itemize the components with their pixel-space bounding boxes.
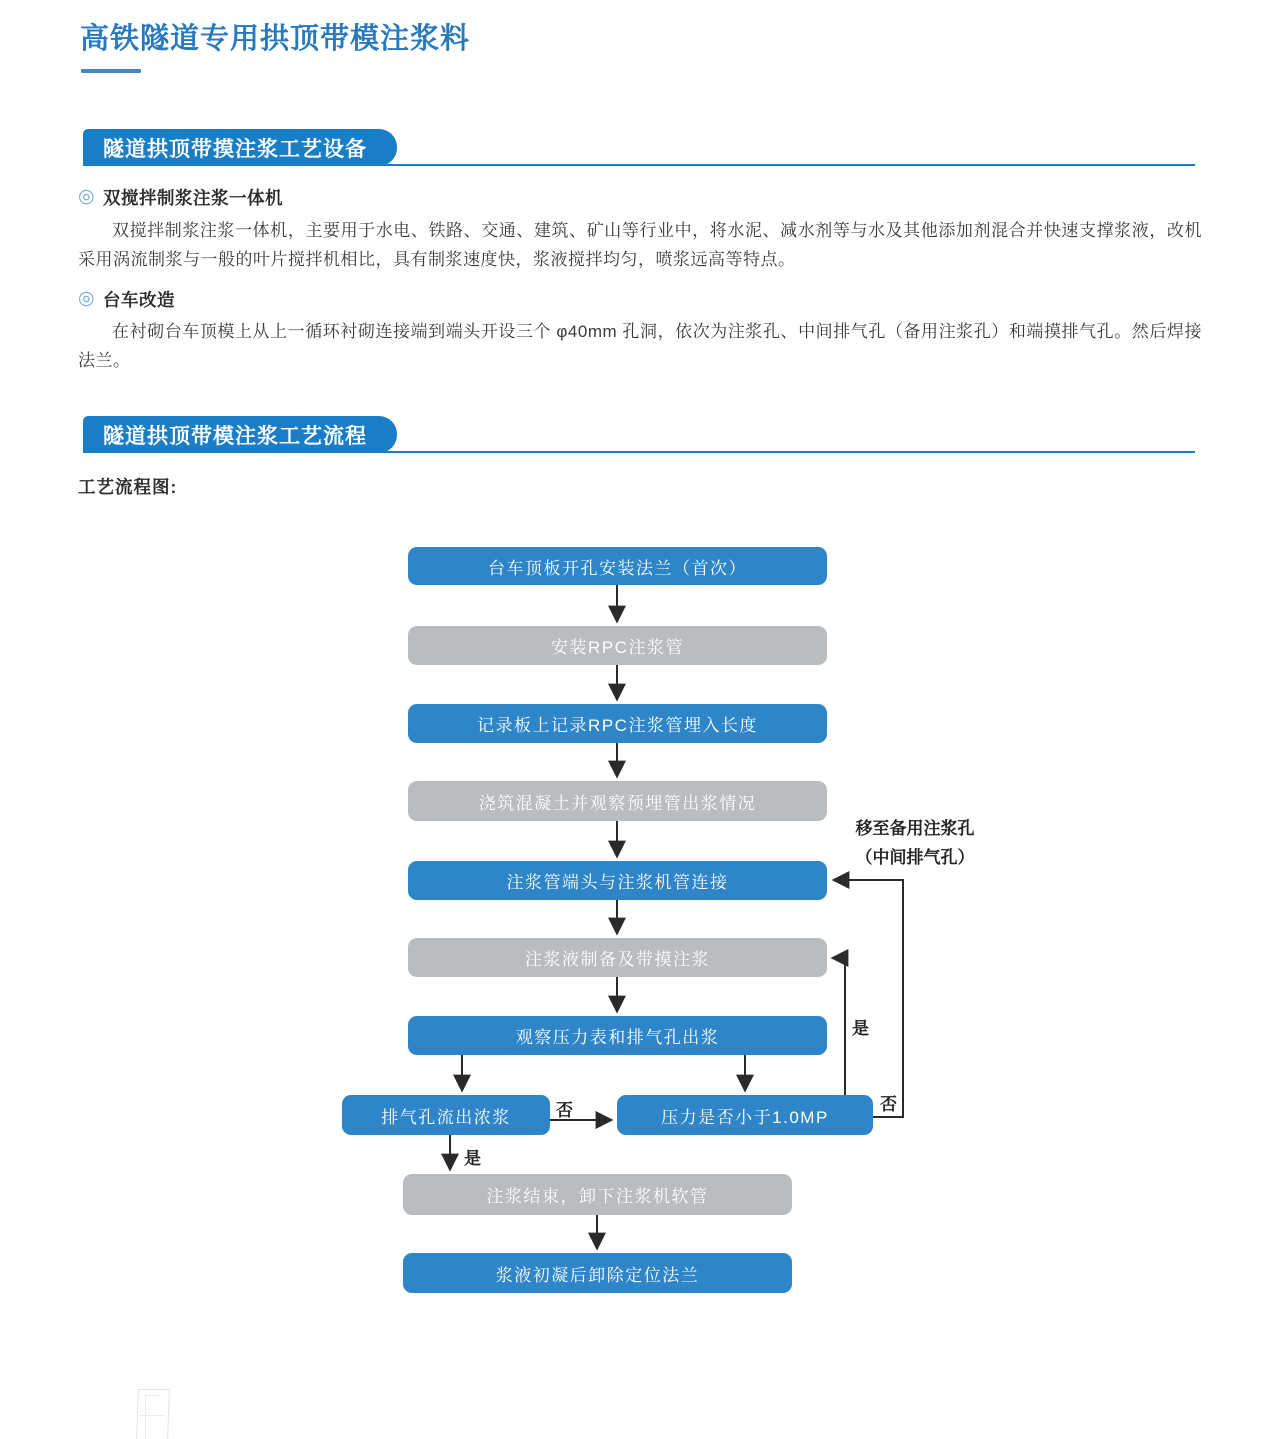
section-banner-label: 隧道拱顶带模注浆工艺流程 [103,424,367,448]
flow-node-label: 注浆结束，卸下注浆机软管 [486,1187,709,1206]
title-underline [81,69,141,73]
flow-node-prepare-grout [408,938,827,977]
item-paragraph: 在衬砌台车顶模上从上一循环衬砌连接端到端头开设三个 φ40mm 孔洞，依次为注浆孔、中间排气孔（备用注浆孔）和端摸排气孔。然后焊接法兰。 [78,322,1202,370]
item-paragraph: 双搅拌制浆注浆一体机，主要用于水电、铁路、交通、建筑、矿山等行业中，将水泥、减水剂等与水及其他添加剂混合并快速支撑浆液，改机采用涡流制浆与一般的叶片搅拌机相比，具有制浆速度快，浆液搅拌均匀，喷浆远高等特点。 [78,221,1202,269]
edge-label-no: 否 [556,1101,573,1120]
flow-node-observe-pressure [408,1016,827,1055]
flow-node-label: 浇筑混凝土并观察预埋管出浆情况 [478,793,757,813]
flow-node-install-flange [408,547,827,585]
section-banner-equipment [83,129,397,166]
flowchart-caption: 工艺流程图: [78,477,178,497]
item-heading: 台车改造 [103,290,175,310]
item-heading: 双搅拌制浆注浆一体机 [103,188,283,208]
flow-node-remove-flange [403,1253,792,1293]
flow-node-label: 排气孔流出浓浆 [381,1107,511,1127]
flow-node-label: 记录板上记录RPC注浆管埋入长度 [477,716,758,735]
bullet-icon: ◎ [78,288,95,309]
flow-node-record-length [408,704,827,743]
flow-node-install-rpc-pipe [408,626,827,665]
loop-annotation [840,814,990,872]
flow-node-finish-remove-hose [403,1174,792,1215]
loop-no-to-connection [835,880,903,1117]
section-banner-process [83,416,397,453]
flow-node-pour-concrete [408,781,827,821]
bullet-icon: ◎ [78,186,95,207]
flow-node-vent-thick-grout [342,1095,550,1135]
section-banner-label: 隧道拱顶带摸注浆工艺设备 [103,137,367,161]
flow-node-pressure-check [617,1095,873,1135]
flow-node-label: 浆液初凝后卸除定位法兰 [495,1265,700,1285]
edge-label-no: 否 [880,1095,897,1114]
building-watermark-sketch [133,1389,173,1439]
watermark-detail [145,1395,160,1439]
page-title: 高铁隧道专用拱顶带模注浆料 [80,23,471,55]
flow-node-label: 压力是否小于1.0MP [661,1107,829,1127]
flow-node-label: 观察压力表和排气孔出浆 [515,1028,720,1047]
loop-annotation-line1: 移至备用注浆孔 [855,819,975,838]
flow-node-label: 安装RPC注浆管 [551,638,684,657]
edge-label-yes: 是 [852,1019,869,1038]
flow-node-label: 注浆管端头与注浆机管连接 [506,873,729,892]
flow-node-label: 台车顶板开孔安装法兰（首次） [488,558,747,578]
loop-yes-to-preparation [834,958,845,1095]
edge-label-yes: 是 [464,1149,481,1168]
flow-node-connect-machine [408,861,827,900]
flow-node-label: 注浆液制备及带摸注浆 [525,950,710,969]
loop-annotation-line2: （中间排气孔） [855,848,975,867]
watermark-detail [140,1415,164,1416]
